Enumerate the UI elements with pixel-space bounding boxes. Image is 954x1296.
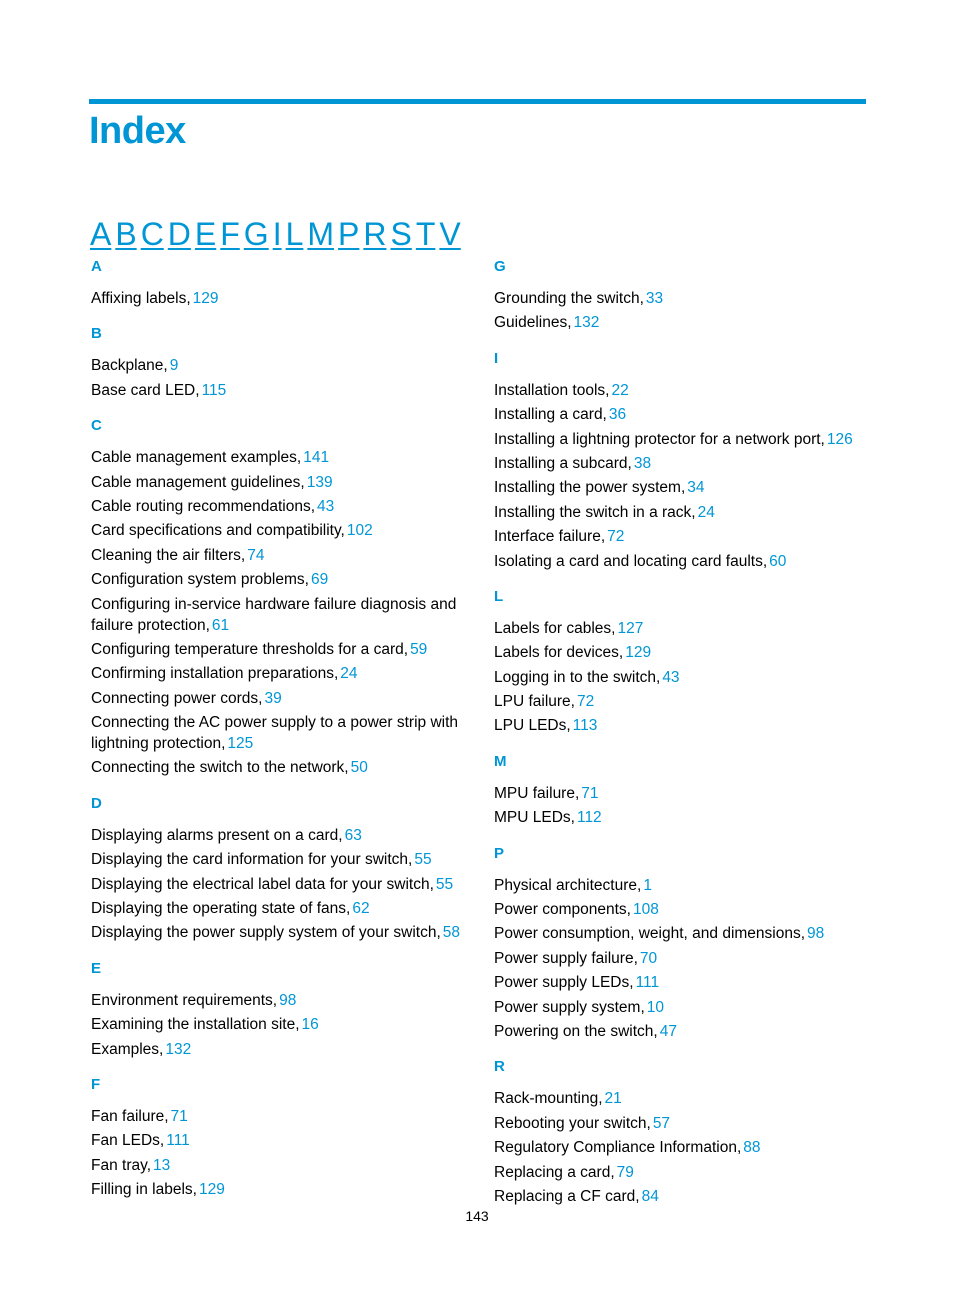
section-heading-i: I	[494, 349, 499, 367]
letter-link-f[interactable]: F	[220, 216, 240, 252]
index-page-link[interactable]: 10	[646, 998, 664, 1016]
index-entry-text: Labels for cables,	[494, 619, 616, 637]
index-page-link[interactable]: 129	[198, 1181, 225, 1199]
index-page-link[interactable]: 1	[643, 876, 652, 894]
index-entry	[91, 1179, 466, 1203]
letter-link-t[interactable]: T	[415, 216, 436, 252]
index-entry	[494, 923, 869, 947]
index-entry	[494, 453, 869, 477]
index-entry	[91, 569, 466, 593]
letter-link-l[interactable]: L	[285, 216, 304, 252]
index-entry-text: Connecting the switch to the network,	[91, 759, 349, 777]
index-entry	[91, 472, 466, 496]
index-entry	[91, 1155, 466, 1179]
index-page-link[interactable]: 43	[317, 497, 335, 515]
index-entry	[494, 691, 869, 715]
index-entry-text: Affixing labels,	[91, 290, 191, 307]
index-page-link[interactable]: 55	[414, 851, 432, 869]
index-page-link[interactable]: 129	[625, 644, 652, 662]
index-entry-text: Power components,	[494, 901, 631, 919]
letter-link-s[interactable]: S	[390, 216, 412, 252]
index-page-link[interactable]: 141	[303, 449, 330, 467]
index-entry	[494, 997, 869, 1021]
index-page-link[interactable]: 33	[645, 290, 664, 307]
letter-link-a[interactable]: A	[90, 216, 112, 252]
index-entry-text: Installing a card,	[494, 406, 607, 424]
index-page-link[interactable]: 59	[410, 640, 428, 658]
index-page-link[interactable]: 102	[346, 522, 373, 540]
index-entry	[91, 447, 466, 471]
index-page-link[interactable]: 125	[227, 735, 254, 753]
index-entry-text: Backplane,	[91, 357, 168, 375]
index-entry	[494, 1186, 869, 1210]
index-entry	[494, 618, 869, 642]
index-entry	[494, 380, 869, 404]
index-page-link[interactable]: 111	[166, 1132, 190, 1150]
section-entries	[494, 783, 869, 832]
index-entry	[494, 1088, 869, 1112]
index-page-link[interactable]: 61	[211, 616, 230, 634]
index-page-link[interactable]: 71	[581, 784, 599, 802]
index-entry-text: Installing the switch in a rack,	[494, 503, 696, 521]
index-entry-text: Displaying the electrical label data for your switch,	[91, 875, 434, 893]
index-entry-text: Filling in labels,	[91, 1181, 197, 1199]
index-entry-text: Installing a lightning protector for a network port,	[494, 430, 825, 448]
page-number: 143	[465, 1208, 489, 1224]
index-entry	[91, 898, 466, 922]
index-entry-text: Examining the installation site,	[91, 1016, 300, 1034]
index-entry	[494, 312, 869, 336]
section-heading-b: B	[91, 325, 102, 343]
index-page-link[interactable]: 39	[264, 689, 282, 707]
index-page-link[interactable]: 13	[153, 1156, 171, 1174]
index-entry-text: Regulatory Compliance Information,	[494, 1139, 742, 1157]
index-entry-text: Power consumption, weight, and dimensions,	[494, 925, 806, 943]
section-heading-l: L	[494, 587, 504, 605]
index-entry-text: Interface failure,	[494, 528, 606, 546]
letter-link-c[interactable]: C	[140, 216, 164, 252]
index-page-link[interactable]: 132	[165, 1040, 192, 1058]
index-column-left	[91, 258, 466, 1217]
index-page-link[interactable]: 72	[607, 528, 625, 546]
index-entry-text: Examples,	[91, 1040, 164, 1058]
index-entry-text: LPU LEDs,	[494, 717, 571, 735]
index-entry	[91, 1130, 466, 1154]
index-entry	[494, 404, 869, 428]
index-entry-text: Replacing a card,	[494, 1163, 615, 1181]
index-page-link[interactable]: 47	[659, 1022, 677, 1040]
section-entries	[494, 875, 869, 1046]
section-heading-m: M	[494, 752, 507, 770]
index-entry	[91, 825, 466, 849]
section-heading-c: C	[91, 417, 102, 435]
index-entry-text: Fan LEDs,	[91, 1132, 165, 1150]
letter-link-p[interactable]: P	[338, 216, 360, 252]
section-entries	[91, 355, 466, 404]
index-entry	[494, 477, 869, 501]
index-entry-text: Card specifications and compatibility,	[91, 522, 345, 540]
section-heading-r: R	[494, 1058, 505, 1076]
title-rule	[89, 99, 866, 104]
index-entry-text: Configuring temperature thresholds for a card,	[91, 640, 409, 658]
letter-index-nav	[90, 214, 490, 254]
index-entry	[91, 922, 466, 946]
section-heading-d: D	[91, 794, 102, 812]
index-entry	[91, 520, 466, 544]
index-entry-text: Power supply LEDs,	[494, 974, 634, 992]
index-entry	[494, 1113, 869, 1137]
index-entry-text: Cable management examples,	[91, 449, 302, 467]
section-heading-g: G	[494, 258, 506, 275]
index-page-link[interactable]: 57	[652, 1114, 671, 1132]
index-page-link[interactable]: 88	[743, 1139, 761, 1157]
section-entries	[494, 288, 869, 337]
index-entry-text: Cleaning the air filters,	[91, 546, 246, 564]
section-entries	[91, 447, 466, 782]
letter-link-g[interactable]: G	[243, 216, 269, 252]
index-page-link[interactable]: 139	[306, 473, 333, 491]
index-entry-text: Replacing a CF card,	[494, 1187, 640, 1205]
index-column-right	[494, 258, 869, 1223]
index-entry-text: Configuring in-service hardware failure diagnosis and failure protection,	[91, 595, 457, 634]
index-entry	[91, 712, 466, 757]
index-entry	[91, 688, 466, 712]
index-entry	[91, 1014, 466, 1038]
index-entry-text: Logging in to the switch,	[494, 668, 661, 686]
index-entry-text: Grounding the switch,	[494, 290, 644, 307]
index-entry	[494, 642, 869, 666]
letter-link-m[interactable]: M	[307, 216, 335, 252]
index-entry-text: Installing the power system,	[494, 479, 686, 497]
index-page-link[interactable]: 38	[633, 454, 652, 472]
index-entry-text: Cable management guidelines,	[91, 473, 305, 491]
index-page-link[interactable]: 129	[192, 290, 219, 307]
section-heading-a: A	[91, 258, 102, 275]
index-entry-text: Rebooting your switch,	[494, 1114, 651, 1132]
index-page-link[interactable]: 63	[344, 826, 362, 844]
index-page-link[interactable]: 22	[611, 381, 629, 399]
index-entry	[91, 545, 466, 569]
index-page-link[interactable]: 72	[576, 693, 595, 711]
section-entries	[494, 380, 869, 575]
index-page-link[interactable]: 50	[350, 759, 368, 777]
index-entry	[91, 874, 466, 898]
index-entry-text: Displaying the operating state of fans,	[91, 900, 351, 918]
index-entry	[494, 972, 869, 996]
index-entry	[494, 875, 869, 899]
index-entry	[494, 807, 869, 831]
index-entry	[494, 948, 869, 972]
index-entry	[494, 429, 869, 453]
index-page-link[interactable]: 36	[608, 406, 627, 424]
index-page-link[interactable]: 43	[662, 668, 680, 686]
index-entry-text: Configuration system problems,	[91, 571, 309, 589]
letter-link-e[interactable]: E	[194, 216, 217, 252]
index-page-link[interactable]: 21	[604, 1090, 622, 1108]
section-heading-p: P	[494, 844, 505, 862]
letter-link-i[interactable]: I	[272, 216, 282, 252]
index-page-link[interactable]: 62	[352, 900, 370, 918]
index-page-link[interactable]: 84	[641, 1187, 659, 1205]
index-page-link[interactable]: 132	[573, 314, 600, 332]
letter-link-b[interactable]: B	[115, 216, 137, 252]
index-entry-text: Connecting power cords,	[91, 689, 263, 707]
index-entry	[494, 667, 869, 691]
index-entry	[91, 990, 466, 1014]
index-entry	[91, 1039, 466, 1063]
index-page-link[interactable]: 127	[617, 619, 644, 637]
index-page-link[interactable]: 34	[687, 479, 705, 497]
index-page-link[interactable]: 98	[807, 925, 825, 943]
index-entry-text: Rack-mounting,	[494, 1090, 603, 1108]
index-page-link[interactable]: 112	[576, 809, 602, 827]
index-entry	[494, 1137, 869, 1161]
index-entry-text: Powering on the switch,	[494, 1022, 658, 1040]
section-entries	[494, 618, 869, 740]
index-entry	[494, 1021, 869, 1045]
letter-link-r[interactable]: R	[363, 216, 387, 252]
index-entry	[494, 715, 869, 739]
index-entry	[494, 899, 869, 923]
index-entry-text: LPU failure,	[494, 693, 575, 711]
index-entry	[494, 502, 869, 526]
index-page-link[interactable]: 74	[247, 546, 265, 564]
section-heading-f: F	[91, 1075, 101, 1093]
index-page-link[interactable]: 79	[616, 1163, 634, 1181]
index-entry	[91, 639, 466, 663]
letter-link-d[interactable]: D	[167, 216, 191, 252]
index-entry-text: Environment requirements,	[91, 991, 278, 1009]
index-entry-text: Isolating a card and locating card faults,	[494, 552, 768, 570]
index-page-link[interactable]: 70	[639, 949, 658, 967]
index-entry-text: Power supply system,	[494, 998, 645, 1016]
index-entry	[494, 526, 869, 550]
index-entry	[494, 783, 869, 807]
section-heading-e: E	[91, 959, 102, 977]
index-entry-text: Displaying the card information for your switch,	[91, 851, 413, 869]
index-entry-text: MPU LEDs,	[494, 809, 575, 827]
index-page-link[interactable]: 111	[635, 974, 660, 992]
index-page-link[interactable]: 24	[697, 503, 715, 521]
index-page-link[interactable]: 108	[633, 901, 659, 919]
index-entry-text: Installing a subcard,	[494, 454, 632, 472]
section-entries	[91, 288, 466, 312]
index-entry-text: Fan tray,	[91, 1156, 152, 1174]
index-entry-text: Labels for devices,	[494, 644, 624, 662]
index-entry-text: Guidelines,	[494, 314, 572, 332]
index-page-link[interactable]: 71	[170, 1107, 188, 1125]
section-entries	[91, 825, 466, 947]
index-entry-text: Base card LED,	[91, 381, 200, 399]
section-entries	[91, 1106, 466, 1204]
index-page-link[interactable]: 60	[769, 552, 787, 570]
index-entry	[91, 1106, 466, 1130]
page-title: Index	[89, 110, 186, 152]
index-entry-text: Confirming installation preparations,	[91, 665, 339, 683]
index-entry	[91, 355, 466, 379]
index-entry	[91, 380, 466, 404]
index-entry-text: Cable routing recommendations,	[91, 497, 316, 515]
index-page-link[interactable]: 115	[201, 381, 227, 399]
letter-link-v[interactable]: V	[439, 216, 461, 252]
index-page-link[interactable]: 58	[442, 924, 461, 942]
index-entry-text: Installation tools,	[494, 381, 610, 399]
index-entry-text: Fan failure,	[91, 1107, 169, 1125]
index-page-link[interactable]: 69	[310, 571, 329, 589]
index-entry	[91, 496, 466, 520]
index-entry-text: Displaying the power supply system of your switch,	[91, 924, 441, 942]
index-entry-text: Physical architecture,	[494, 876, 642, 894]
index-entry	[494, 1162, 869, 1186]
index-entry-text: Connecting the AC power supply to a power strip with lightning protection,	[91, 714, 459, 753]
section-entries	[494, 1088, 869, 1210]
section-entries	[91, 990, 466, 1063]
index-page-link[interactable]: 126	[826, 430, 853, 448]
index-page-link[interactable]: 16	[301, 1016, 319, 1034]
index-page-link[interactable]: 9	[169, 357, 179, 375]
index-page-link[interactable]: 55	[435, 875, 454, 893]
index-page-link[interactable]: 24	[340, 665, 358, 683]
index-entry-text: Power supply failure,	[494, 949, 638, 967]
index-page-link[interactable]: 98	[279, 991, 297, 1009]
index-entry-text: MPU failure,	[494, 784, 580, 802]
index-entry-text: Displaying alarms present on a card,	[91, 826, 343, 844]
index-entry	[494, 551, 869, 575]
index-entry	[91, 663, 466, 687]
index-entry	[91, 849, 466, 873]
index-entry	[494, 288, 869, 312]
index-entry	[91, 594, 466, 639]
index-page-link[interactable]: 113	[572, 717, 598, 735]
index-entry	[91, 757, 466, 781]
index-entry	[91, 288, 466, 312]
